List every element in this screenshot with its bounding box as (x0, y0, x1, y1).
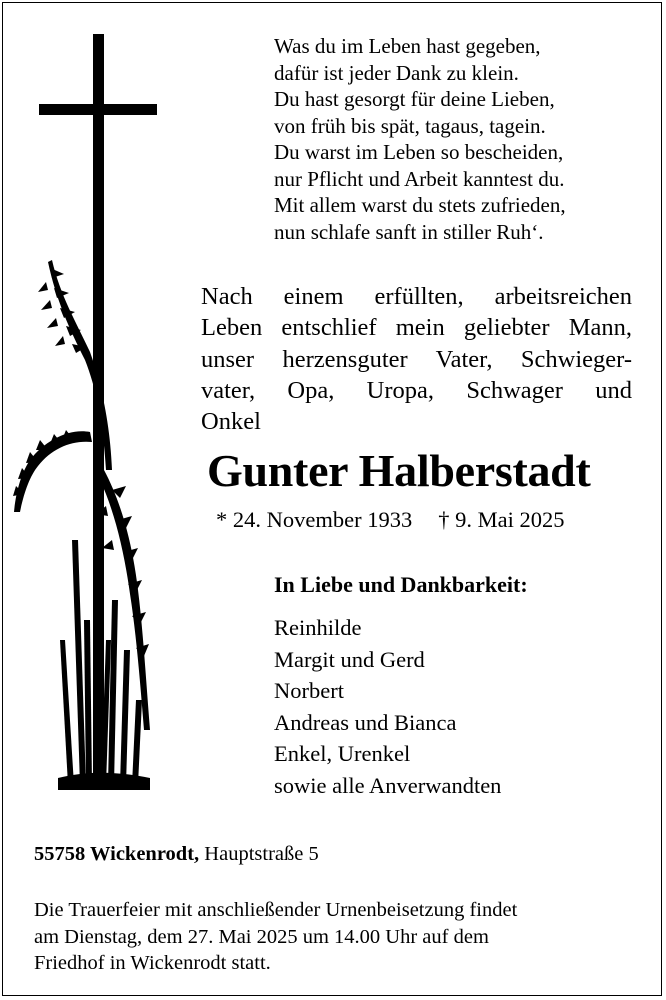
address-street: Hauptstraße 5 (204, 843, 319, 865)
funeral-line: Friedhof in Wickenrodt statt. (34, 952, 271, 974)
thanks-heading: In Liebe und Dankbarkeit: (274, 572, 528, 597)
deceased-name: Gunter Halberstadt (207, 445, 591, 496)
life-dates (216, 505, 636, 535)
poem-line: Du warst im Leben so bescheiden, (274, 140, 564, 164)
family-member: Reinhilde (274, 615, 362, 640)
funeral-line: Die Trauerfeier mit anschließender Urnenbeisetzung findet (34, 899, 518, 921)
family-member: Margit und Gerd (274, 646, 425, 672)
poem-line: nun schlafe sanft in stiller Ruh‘. (274, 219, 544, 244)
poem-line: von früh bis spät, tagaus, tagein. (274, 113, 546, 138)
poem-line: Du hast gesorgt für deine Lieben, (274, 87, 555, 111)
family-member: sowie alle Anverwandten (274, 772, 502, 798)
intro-line: Leben entschlief mein geliebter Mann, (201, 314, 632, 342)
poem-line: nur Pflicht und Arbeit kanntest du. (274, 166, 565, 191)
intro-line: Nach einem erfüllten, arbeitsreichen (201, 283, 632, 310)
family-member: Norbert (274, 678, 344, 703)
address (34, 840, 319, 868)
funeral-info (34, 897, 629, 977)
intro-line: Onkel (201, 408, 261, 436)
address-place: 55758 Wickenrodt, (34, 843, 200, 865)
poem-line: dafür ist jeder Dank zu klein. (274, 60, 519, 85)
family-member: Andreas und Bianca (274, 709, 457, 735)
birth-date: * 24. November 1933 (216, 507, 413, 532)
family-member: Enkel, Urenkel (274, 741, 411, 766)
intro-line: unser herzensguter Vater, Schwieger- (201, 345, 632, 373)
intro-text (201, 281, 632, 437)
poem-line: Was du im Leben hast gegeben, (274, 34, 541, 58)
poem (274, 33, 644, 245)
family-list (274, 612, 501, 801)
death-date: † 9. Mai 2025 (438, 507, 565, 532)
intro-line: vater, Opa, Uropa, Schwager und (201, 376, 632, 404)
funeral-line: am Dienstag, dem 27. Mai 2025 um 14.00 Uhr auf dem (34, 925, 489, 948)
poem-line: Mit allem warst du stets zufrieden, (274, 193, 566, 217)
